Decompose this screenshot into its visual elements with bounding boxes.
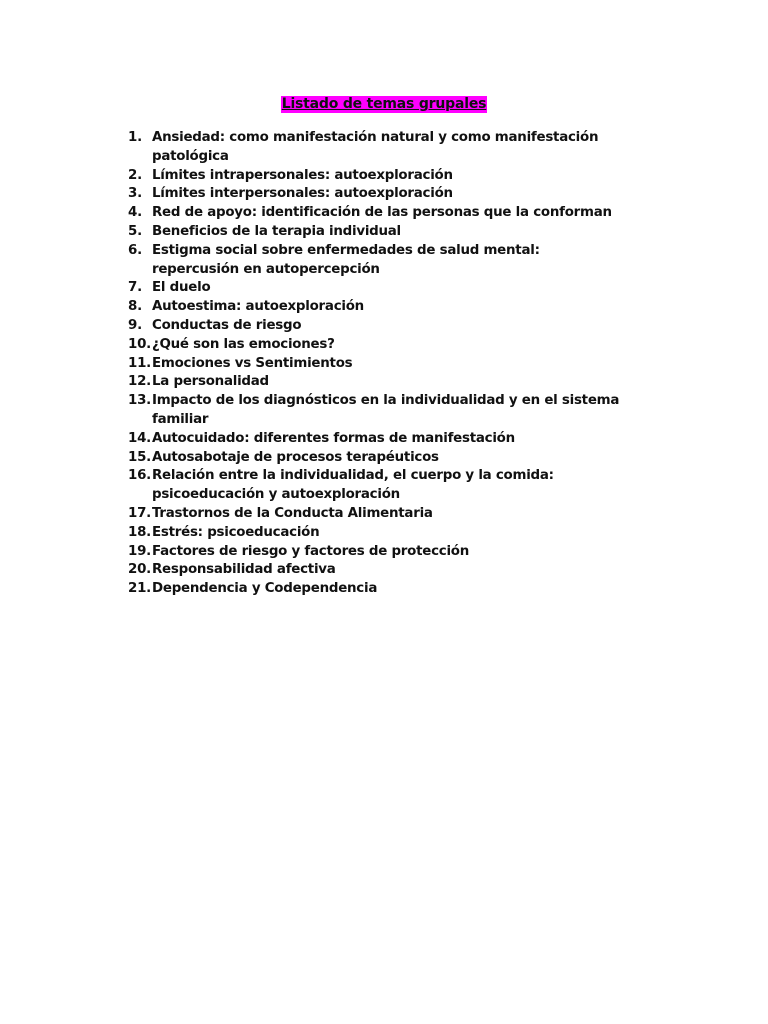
list-item-text: El duelo xyxy=(152,280,211,296)
list-item xyxy=(128,317,628,336)
list-item-number: 11. xyxy=(128,355,151,371)
list-item xyxy=(128,505,628,524)
list-item xyxy=(128,185,628,204)
list-item-text: Estigma social sobre enfermedades de salud mental: repercusión en autopercepción xyxy=(152,242,540,277)
list-item xyxy=(128,279,628,298)
list-item-number: 10. xyxy=(128,336,151,352)
list-item-number: 4. xyxy=(128,205,142,221)
list-item-number: 1. xyxy=(128,130,142,145)
list-item-text: Autoestima: autoexploración xyxy=(152,299,364,315)
list-item-number: 6. xyxy=(128,242,142,258)
list-item xyxy=(128,430,628,449)
list-item xyxy=(128,223,628,242)
list-item-text: Responsabilidad afectiva xyxy=(152,562,336,578)
list-item xyxy=(128,543,628,562)
list-item-text: Autosabotaje de procesos terapéuticos xyxy=(152,449,439,465)
list-item-text: Red de apoyo: identificación de las personas que la conforman xyxy=(152,205,612,221)
list-item xyxy=(128,392,628,430)
list-item-text: Factores de riesgo y factores de protección xyxy=(152,543,470,559)
list-item-text: Límites intrapersonales: autoexploración xyxy=(152,167,453,183)
list-item-text: Estrés: psicoeducación xyxy=(152,524,320,540)
list-item xyxy=(128,524,628,543)
list-item xyxy=(128,449,628,468)
list-item xyxy=(128,467,628,505)
list-item-text: ¿Qué son las emociones? xyxy=(152,336,335,352)
list-item-text: Conductas de riesgo xyxy=(152,317,302,333)
list-item xyxy=(128,129,628,167)
list-item xyxy=(128,355,628,374)
list-item-number: 18. xyxy=(128,524,151,540)
list-item-text: Beneficios de la terapia individual xyxy=(152,223,401,239)
list-item-text: Relación entre la individualidad, el cuerpo y la comida: psicoeducación y autoexploración xyxy=(152,468,554,503)
list-item-text: Límites interpersonales: autoexploración xyxy=(152,186,453,202)
list-item-number: 3. xyxy=(128,186,142,202)
list-item-number: 20. xyxy=(128,562,151,578)
list-item xyxy=(128,204,628,223)
list-item-text: Ansiedad: como manifestación natural y como manifestación patológica xyxy=(152,130,599,164)
list-item xyxy=(128,298,628,317)
list-item-number: 12. xyxy=(128,374,151,390)
list-item-text: Autocuidado: diferentes formas de manifestación xyxy=(152,430,515,446)
list-item-number: 5. xyxy=(128,223,142,239)
list-item-number: 2. xyxy=(128,167,142,183)
list-item xyxy=(128,561,628,580)
topic-list xyxy=(128,129,628,599)
list-item xyxy=(128,242,628,280)
list-item-number: 14. xyxy=(128,430,151,446)
list-item-text: Impacto de los diagnósticos en la individualidad y en el sistema familiar xyxy=(152,393,620,427)
list-item-number: 8. xyxy=(128,299,142,315)
list-item-text: Emociones vs Sentimientos xyxy=(152,355,353,371)
list-item-number: 17. xyxy=(128,505,151,521)
list-item-number: 16. xyxy=(128,468,151,484)
document-title: Listado de temas grupales xyxy=(281,96,487,112)
list-item xyxy=(128,336,628,355)
list-item-text: Trastornos de la Conducta Alimentaria xyxy=(152,505,433,521)
list-item-number: 9. xyxy=(128,317,142,333)
list-item-text: La personalidad xyxy=(152,374,269,390)
list-item-number: 21. xyxy=(128,581,151,597)
list-item xyxy=(128,373,628,392)
list-item-number: 7. xyxy=(128,280,142,296)
list-item-number: 19. xyxy=(128,543,151,559)
title-container xyxy=(0,93,768,113)
list-item xyxy=(128,167,628,186)
list-item-number: 15. xyxy=(128,449,151,465)
list-item xyxy=(128,580,628,599)
list-item-text: Dependencia y Codependencia xyxy=(152,581,378,597)
list-item-number: 13. xyxy=(128,393,151,409)
